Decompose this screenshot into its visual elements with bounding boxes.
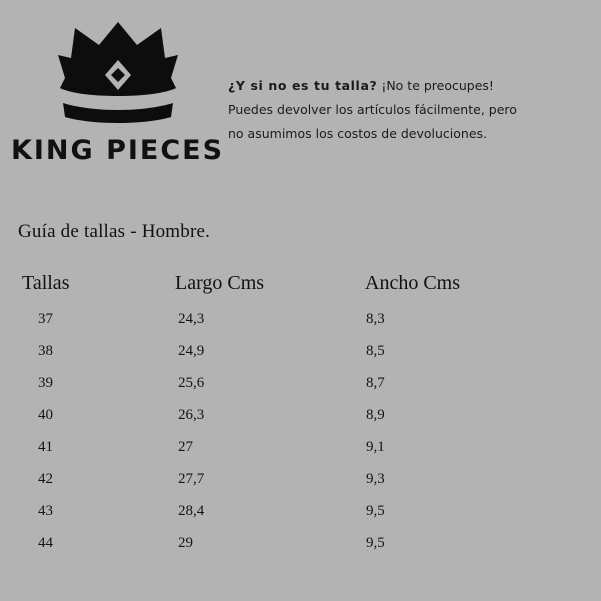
table-row — [0, 311, 601, 343]
promo-line-3: no asumimos los costos de devoluciones. — [228, 126, 488, 141]
cell-ancho: 8,3 — [366, 311, 385, 327]
cell-talla: 41 — [38, 439, 53, 455]
page-title: Guía de tallas - Hombre. — [18, 221, 211, 242]
cell-largo: 27,7 — [178, 471, 205, 487]
cell-talla: 37 — [38, 311, 53, 327]
cell-largo: 26,3 — [178, 407, 205, 423]
cell-talla: 42 — [38, 471, 53, 487]
cell-ancho: 8,9 — [366, 407, 385, 423]
cell-largo: 25,6 — [178, 375, 205, 391]
cell-talla: 44 — [38, 535, 53, 551]
brand-name: KING PIECES — [10, 135, 225, 166]
table-header-row — [0, 272, 601, 295]
table-row — [0, 535, 601, 567]
cell-ancho: 9,5 — [366, 503, 385, 519]
cell-talla: 38 — [38, 343, 53, 359]
table-row — [0, 407, 601, 439]
promo-line-2: Puedes devolver los artículos fácilmente, pero — [228, 102, 517, 117]
header — [0, 18, 601, 193]
cell-largo: 29 — [178, 535, 193, 551]
cell-ancho: 8,5 — [366, 343, 385, 359]
cell-talla: 39 — [38, 375, 53, 391]
cell-ancho: 9,1 — [366, 439, 385, 455]
column-header-ancho: Ancho Cms — [365, 272, 460, 294]
cell-talla: 43 — [38, 503, 53, 519]
promo-question: ¿Y si no es tu talla? — [228, 78, 378, 93]
cell-ancho: 8,7 — [366, 375, 385, 391]
cell-ancho: 9,5 — [366, 535, 385, 551]
column-header-tallas: Tallas — [22, 272, 70, 294]
cell-ancho: 9,3 — [366, 471, 385, 487]
table-row — [0, 439, 601, 471]
brand-block — [10, 18, 225, 166]
cell-largo: 24,3 — [178, 311, 205, 327]
table-row — [0, 471, 601, 503]
cell-largo: 27 — [178, 439, 193, 455]
promo-answer: ¡No te preocupes! — [377, 78, 494, 93]
return-policy-text — [228, 74, 573, 146]
table-row — [0, 343, 601, 375]
cell-largo: 24,9 — [178, 343, 205, 359]
size-table — [0, 272, 601, 567]
column-header-largo: Largo Cms — [175, 272, 265, 294]
cell-talla: 40 — [38, 407, 53, 423]
table-row — [0, 503, 601, 535]
cell-largo: 28,4 — [178, 503, 205, 519]
table-row — [0, 375, 601, 407]
crown-icon — [43, 18, 193, 133]
